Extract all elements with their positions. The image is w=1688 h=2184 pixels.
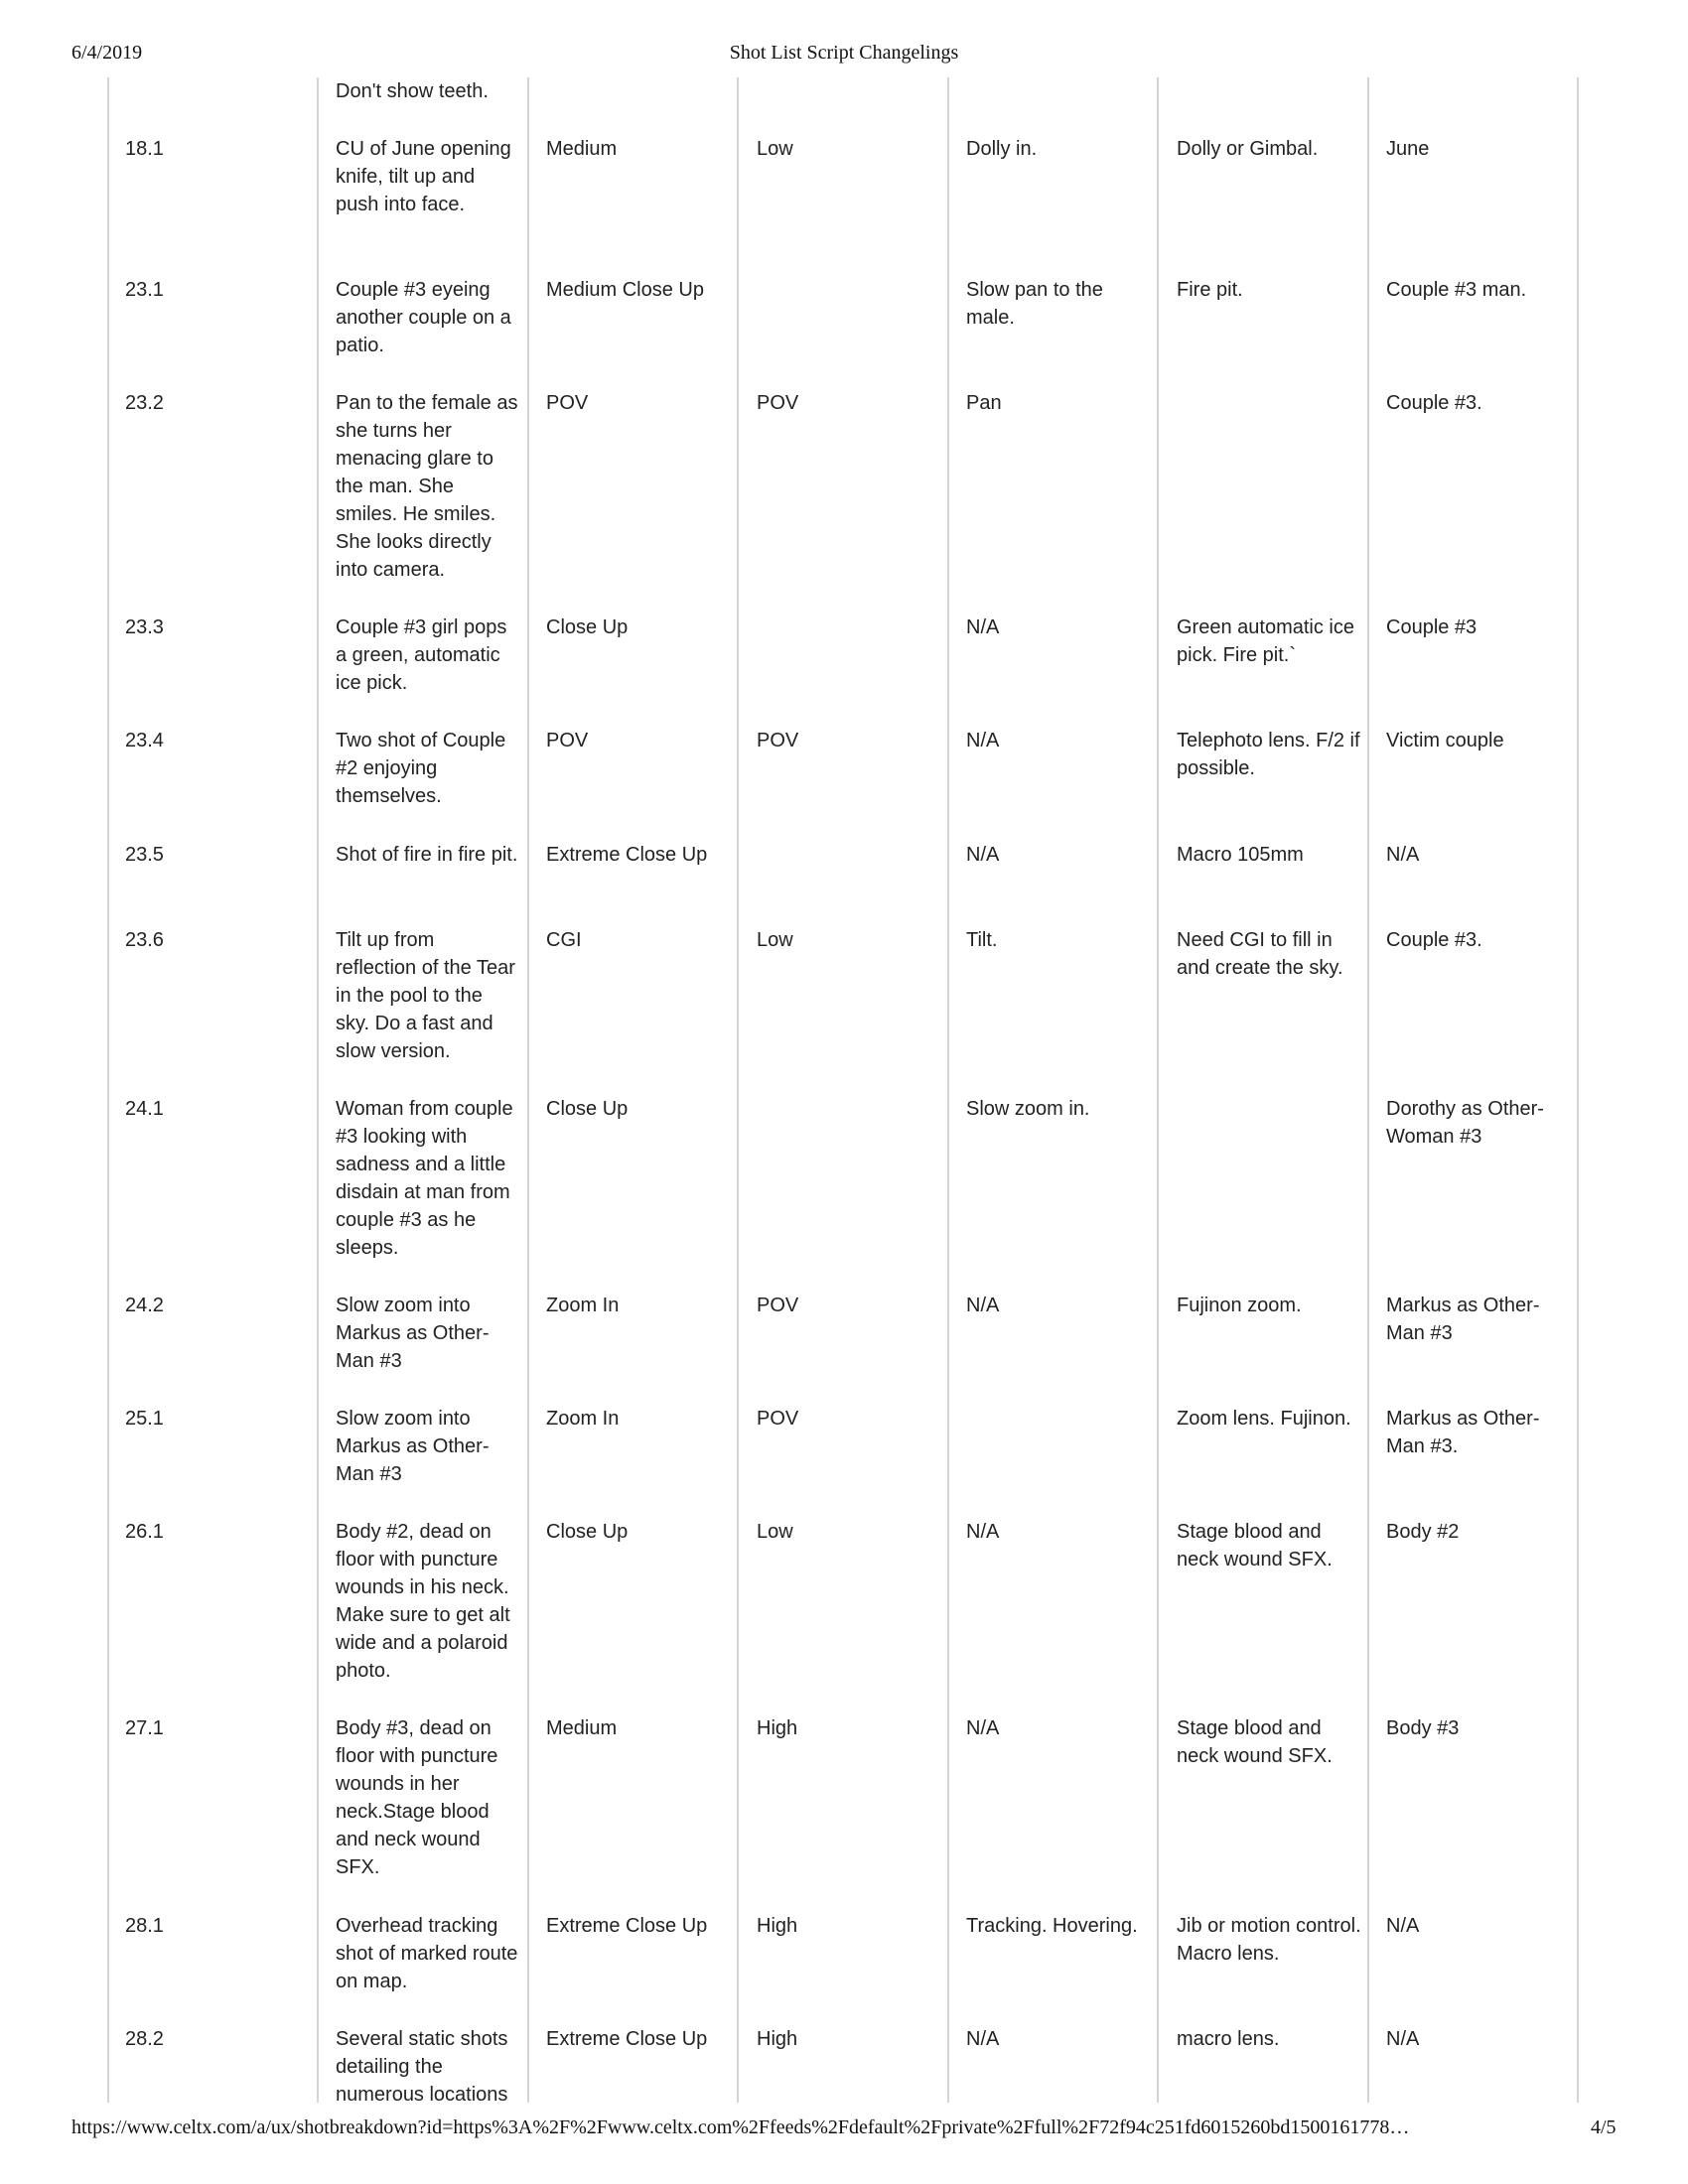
shot-equipment: macro lens. (1177, 2028, 1280, 2050)
column-divider (107, 77, 109, 2103)
shot-number: 25.1 (125, 1408, 164, 1430)
page-number: 4/5 (1591, 2116, 1617, 2138)
shot-description: Shot of fire in fire pit. (336, 844, 518, 866)
shot-cast: Markus as Other-Man #3 (1386, 1295, 1540, 1344)
shot-movement: N/A (966, 1717, 1000, 1739)
shot-equipment: Dolly or Gimbal. (1177, 138, 1319, 160)
shot-movement: Slow pan to the male. (966, 279, 1103, 329)
shot-cast: N/A (1386, 1915, 1420, 1937)
column-divider (1367, 77, 1369, 2103)
shot-description: Two shot of Couple #2 enjoying themselves. (336, 730, 506, 807)
shot-movement: Slow zoom in. (966, 1098, 1090, 1120)
shot-description: Slow zoom into Markus as Other-Man #3 (336, 1295, 490, 1372)
shot-angle: POV (757, 730, 799, 751)
column-divider (527, 77, 529, 2103)
shot-number: 23.4 (125, 730, 164, 751)
shot-cast: June (1386, 138, 1430, 160)
column-divider (317, 77, 319, 2103)
shot-description: Pan to the female as she turns her menacing glare to the man. She smiles. He smiles. She looks directly into camera. (336, 392, 518, 581)
shot-size: Close Up (546, 616, 629, 638)
shot-cast: Couple #3 man. (1386, 279, 1527, 301)
shot-cast: N/A (1386, 844, 1420, 866)
shot-description: Couple #3 eyeing another couple on a patio. (336, 279, 511, 356)
source-url: https://www.celtx.com/a/ux/shotbreakdown?id=https%3A%2F%2Fwww.celtx.com%2Ffeeds%2Fdefault%2Fprivate%2Ffull%2F72f94c251fd6015260bd1500161778… (71, 2116, 1410, 2138)
shot-size: CGI (546, 929, 582, 951)
shot-angle: High (757, 1717, 798, 1739)
shot-size: Close Up (546, 1521, 629, 1543)
shot-description: Don't show teeth. (336, 80, 489, 102)
shot-angle: Low (757, 1521, 793, 1543)
shot-angle: POV (757, 1295, 799, 1316)
shot-size: Close Up (546, 1098, 629, 1120)
shot-size: Extreme Close Up (546, 2028, 708, 2050)
shot-description: Slow zoom into Markus as Other-Man #3 (336, 1408, 490, 1485)
shot-number: 23.2 (125, 392, 164, 414)
shot-description: Tilt up from reflection of the Tear in the pool to the sky. Do a fast and slow version. (336, 929, 515, 1062)
shot-cast: Couple #3. (1386, 392, 1482, 414)
page-title: Shot List Script Changelings (729, 42, 959, 64)
shot-movement: N/A (966, 1521, 1000, 1543)
shot-description: Couple #3 girl pops a green, automatic ice pick. (336, 616, 507, 694)
shot-equipment: Zoom lens. Fujinon. (1177, 1408, 1351, 1430)
shot-angle: High (757, 2028, 798, 2050)
shot-cast: Couple #3. (1386, 929, 1482, 951)
shot-equipment: Fire pit. (1177, 279, 1243, 301)
shot-size: POV (546, 730, 589, 751)
shot-number: 23.6 (125, 929, 164, 951)
column-divider (1157, 77, 1159, 2103)
shot-cast: Body #2 (1386, 1521, 1460, 1543)
shot-number: 18.1 (125, 138, 164, 160)
column-divider (947, 77, 949, 2103)
shot-movement: N/A (966, 2028, 1000, 2050)
shot-movement: N/A (966, 1295, 1000, 1316)
shot-equipment: Stage blood and neck wound SFX. (1177, 1717, 1333, 1767)
shot-size: Zoom In (546, 1295, 620, 1316)
shot-equipment: Jib or motion control. Macro lens. (1177, 1915, 1361, 1965)
shot-number: 24.1 (125, 1098, 164, 1120)
shot-number: 23.3 (125, 616, 164, 638)
shot-equipment: Telephoto lens. F/2 if possible. (1177, 730, 1360, 779)
shot-number: 23.5 (125, 844, 164, 866)
shot-description: CU of June opening knife, tilt up and push into face. (336, 138, 511, 215)
shot-movement: Tracking. Hovering. (966, 1915, 1138, 1937)
shot-size: POV (546, 392, 589, 414)
shot-movement: Pan (966, 392, 1002, 414)
shot-angle: POV (757, 1408, 799, 1430)
column-divider (1577, 77, 1579, 2103)
page-footer (0, 2116, 1688, 2156)
shot-size: Medium (546, 1717, 618, 1739)
shot-number: 28.1 (125, 1915, 164, 1937)
shot-movement: Dolly in. (966, 138, 1038, 160)
shot-number: 24.2 (125, 1295, 164, 1316)
shot-cast: N/A (1386, 2028, 1420, 2050)
shot-number: 28.2 (125, 2028, 164, 2050)
shot-equipment: Stage blood and neck wound SFX. (1177, 1521, 1333, 1570)
shot-size: Zoom In (546, 1408, 620, 1430)
shot-movement: N/A (966, 616, 1000, 638)
shot-cast: Body #3 (1386, 1717, 1460, 1739)
shot-number: 27.1 (125, 1717, 164, 1739)
shot-cast: Victim couple (1386, 730, 1504, 751)
shot-equipment: Fujinon zoom. (1177, 1295, 1302, 1316)
shot-angle: Low (757, 138, 793, 160)
print-date: 6/4/2019 (71, 42, 143, 64)
shot-description: Several static shots detailing the numerous locations (336, 2028, 508, 2106)
shot-angle: High (757, 1915, 798, 1937)
shot-movement: N/A (966, 730, 1000, 751)
page-header (0, 0, 1688, 79)
shot-size: Medium Close Up (546, 279, 704, 301)
shot-movement: N/A (966, 844, 1000, 866)
shot-angle: POV (757, 392, 799, 414)
shot-cast: Dorothy as Other-Woman #3 (1386, 1098, 1544, 1148)
shot-cast: Markus as Other-Man #3. (1386, 1408, 1540, 1457)
shot-number: 23.1 (125, 279, 164, 301)
shot-equipment: Macro 105mm (1177, 844, 1304, 866)
shot-list-table (107, 77, 1581, 2106)
shot-number: 26.1 (125, 1521, 164, 1543)
column-divider (737, 77, 739, 2103)
shot-description: Woman from couple #3 looking with sadness and a little disdain at man from couple #3 as he sleeps. (336, 1098, 513, 1259)
shot-size: Medium (546, 138, 618, 160)
shot-description: Body #3, dead on floor with puncture wounds in her neck.Stage blood and neck wound SFX. (336, 1717, 498, 1878)
shot-cast: Couple #3 (1386, 616, 1477, 638)
shot-description: Overhead tracking shot of marked route on map. (336, 1915, 518, 1992)
shot-equipment: Need CGI to fill in and create the sky. (1177, 929, 1343, 979)
shot-equipment: Green automatic ice pick. Fire pit.` (1177, 616, 1354, 666)
shot-description: Body #2, dead on floor with puncture wounds in his neck. Make sure to get alt wide and a polaroid photo. (336, 1521, 510, 1682)
shot-angle: Low (757, 929, 793, 951)
shot-size: Extreme Close Up (546, 1915, 708, 1937)
shot-size: Extreme Close Up (546, 844, 708, 866)
shot-movement: Tilt. (966, 929, 998, 951)
